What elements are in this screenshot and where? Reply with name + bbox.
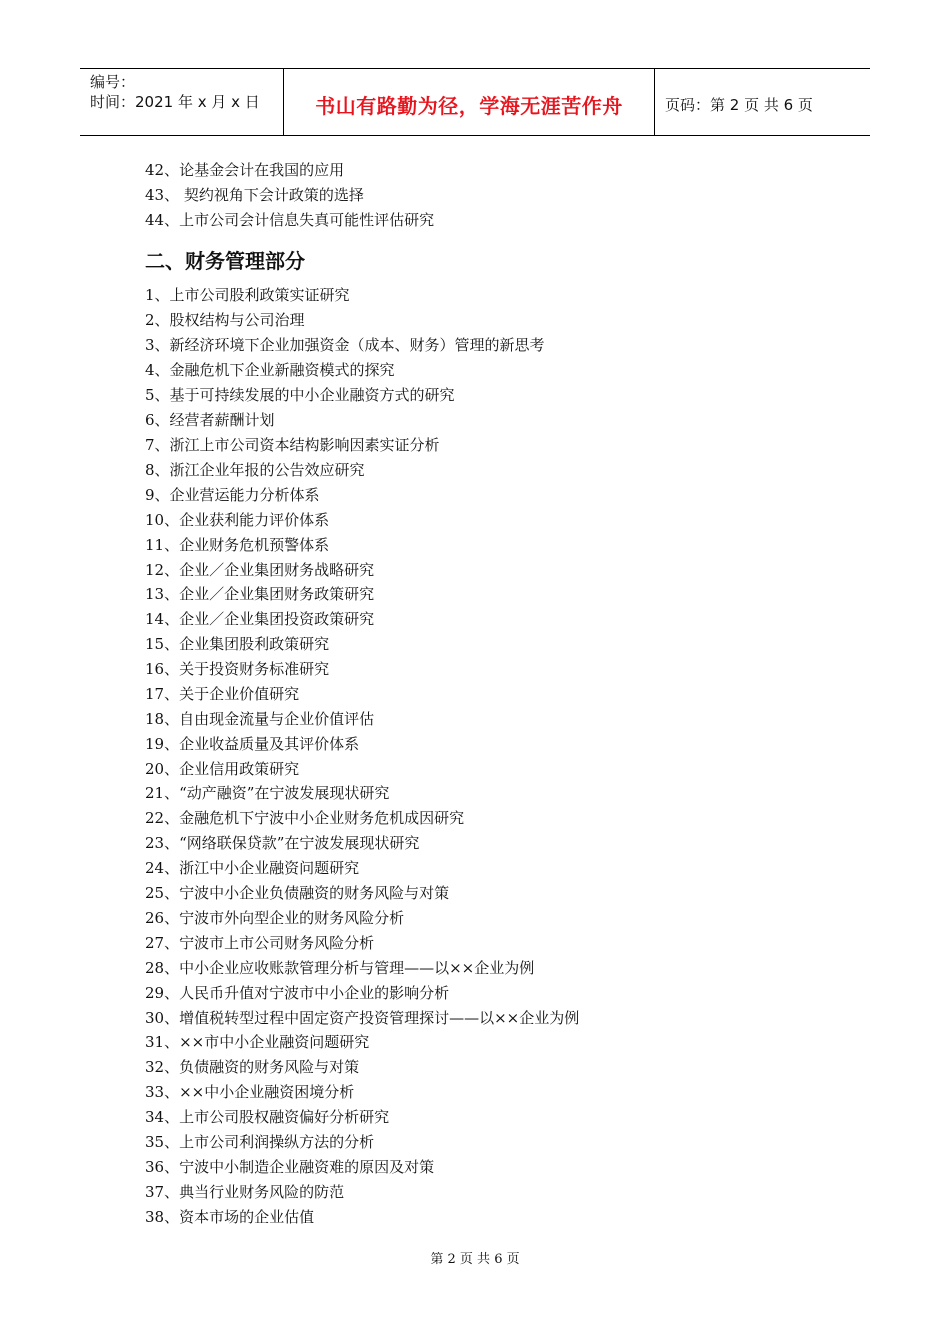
serial-number-label: 编号： [90,73,136,91]
list-item: 26、宁波市外向型企业的财务风险分析 [145,909,405,927]
list-item: 18、自由现金流量与企业价值评估 [145,710,375,728]
list-item: 43、 契约视角下会计政策的选择 [145,186,364,204]
list-item: 32、负债融资的财务风险与对策 [145,1058,360,1076]
list-item: 22、金融危机下宁波中小企业财务危机成因研究 [145,809,465,827]
header-meta-cell [80,69,283,135]
list-item: 27、宁波市上市公司财务风险分析 [145,934,375,952]
list-item: 7、浙江上市公司资本结构影响因素实证分析 [145,436,440,454]
list-item: 20、企业信用政策研究 [145,760,300,778]
list-item: 5、基于可持续发展的中小企业融资方式的研究 [145,386,455,404]
page-header [80,68,870,136]
list-item: 31、××市中小企业融资问题研究 [145,1033,370,1051]
list-item: 37、典当行业财务风险的防范 [145,1183,345,1201]
list-item: 1、上市公司股利政策实证研究 [145,286,350,304]
list-item: 23、“网络联保贷款”在宁波发展现状研究 [145,834,420,852]
list-item: 36、宁波中小制造企业融资难的原因及对策 [145,1158,435,1176]
list-item: 30、增值税转型过程中固定资产投资管理探讨——以××企业为例 [145,1009,580,1027]
list-item: 13、企业／企业集团财务政策研究 [145,585,375,603]
list-item: 14、企业／企业集团投资政策研究 [145,610,375,628]
date-label: 时间：2021 年 x 月 x 日 [90,93,260,111]
section-heading: 二、财务管理部分 [145,249,305,273]
page-footer: 第 2 页 共 6 页 [430,1252,520,1267]
list-item: 6、经营者薪酬计划 [145,411,275,429]
header-motto-cell [283,69,655,135]
list-item: 10、企业获利能力评价体系 [145,511,330,529]
list-item: 11、企业财务危机预警体系 [145,536,330,554]
list-item: 42、论基金会计在我国的应用 [145,161,345,179]
list-item: 44、上市公司会计信息失真可能性评估研究 [145,211,435,229]
list-item: 12、企业／企业集团财务战略研究 [145,561,375,579]
header-page-cell [655,69,870,135]
list-item: 8、浙江企业年报的公告效应研究 [145,461,365,479]
list-item: 17、关于企业价值研究 [145,685,300,703]
list-item: 28、中小企业应收账款管理分析与管理——以××企业为例 [145,959,535,977]
list-item: 16、关于投资财务标准研究 [145,660,330,678]
list-item: 35、上市公司利润操纵方法的分析 [145,1133,375,1151]
list-item: 9、企业营运能力分析体系 [145,486,320,504]
list-item: 2、股权结构与公司治理 [145,311,305,329]
list-item: 15、企业集团股利政策研究 [145,635,330,653]
list-item: 24、浙江中小企业融资问题研究 [145,859,360,877]
list-item: 3、新经济环境下企业加强资金（成本、财务）管理的新思考 [145,336,545,354]
page-info: 页码：第 2 页 共 6 页 [665,96,813,114]
list-item: 33、××中小企业融资困境分析 [145,1083,355,1101]
list-item: 25、宁波中小企业负债融资的财务风险与对策 [145,884,450,902]
list-item: 4、金融危机下企业新融资模式的探究 [145,361,395,379]
list-item: 29、人民币升值对宁波市中小企业的影响分析 [145,984,450,1002]
motto-text: 书山有路勤为径，学海无涯苦作舟 [315,94,623,118]
list-item: 34、上市公司股权融资偏好分析研究 [145,1108,390,1126]
list-item: 19、企业收益质量及其评价体系 [145,735,360,753]
list-item: 38、资本市场的企业估值 [145,1208,315,1226]
list-item: 21、“动产融资”在宁波发展现状研究 [145,784,390,802]
